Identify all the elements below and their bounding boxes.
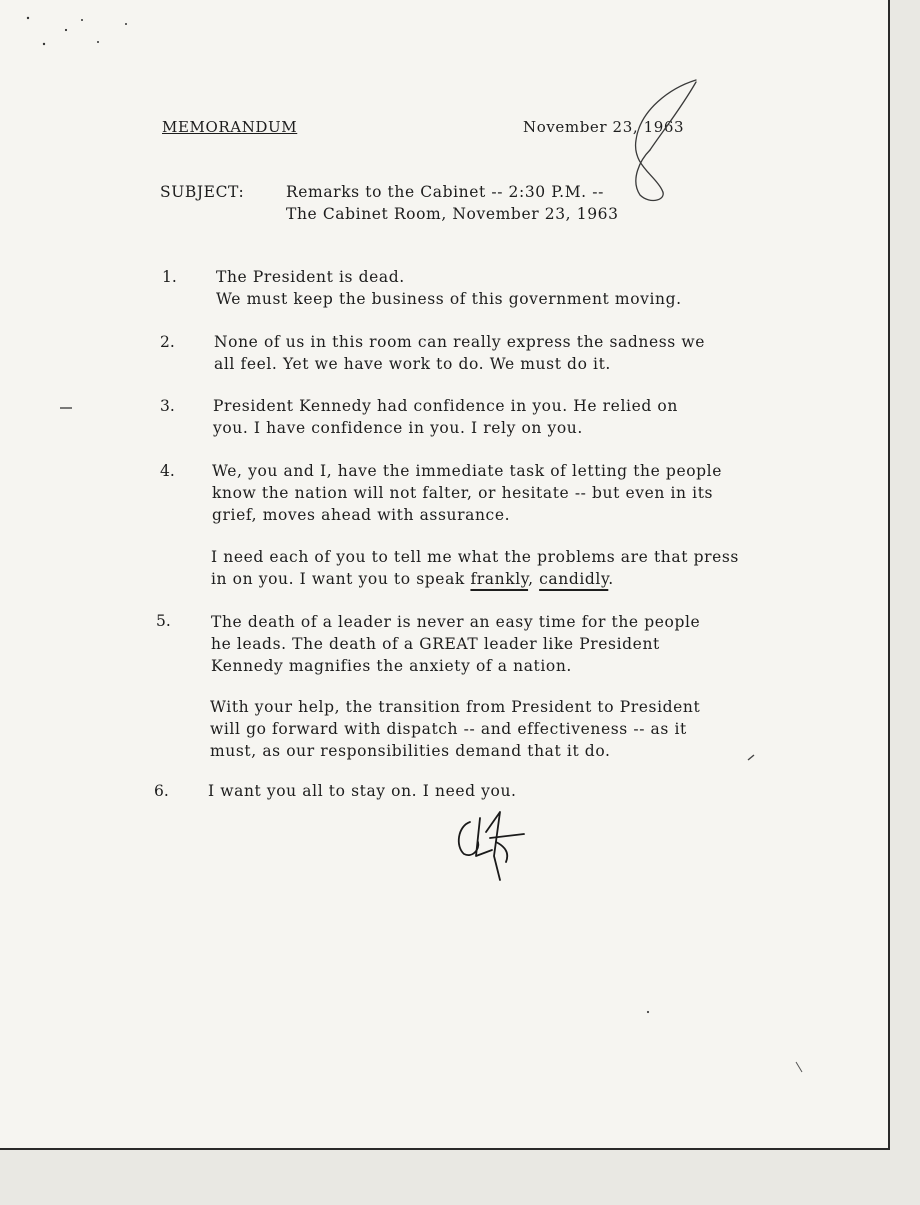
item-line: grief, moves ahead with assurance. — [212, 506, 511, 524]
handwritten-8-mark — [636, 80, 696, 200]
memo-date: November 23, 1963 — [523, 118, 685, 136]
paper-speck — [27, 17, 29, 19]
paper-speck — [81, 19, 83, 21]
item-number: 1. — [162, 268, 177, 286]
item-number: 6. — [154, 782, 169, 800]
item-line: will go forward with dispatch -- and effectiveness -- as it — [210, 720, 687, 738]
item-line: We, you and I, have the immediate task of letting the people — [212, 462, 723, 480]
paper-speck — [43, 43, 45, 45]
paper-speck — [65, 29, 67, 31]
item-line: you. I have confidence in you. I rely on you. — [213, 419, 583, 437]
item-line: Kennedy magnifies the anxiety of a nation. — [211, 657, 572, 675]
paper-speck — [125, 23, 127, 25]
item-number: 4. — [160, 462, 175, 480]
underlined-frankly: frankly — [470, 570, 529, 588]
item-number: 2. — [160, 333, 175, 351]
paper-speck — [647, 1011, 649, 1013]
subject-line-2: The Cabinet Room, November 23, 1963 — [286, 205, 619, 223]
line-text: in on you. I want you to speak — [211, 570, 471, 588]
item-line: know the nation will not falter, or hesitate -- but even in its — [212, 484, 714, 502]
item-number: 3. — [160, 397, 175, 415]
paper-mark — [748, 755, 754, 760]
underlined-candidly: candidly — [539, 570, 609, 588]
item-line: The death of a leader is never an easy time for the people — [211, 613, 701, 631]
subject-line-1: Remarks to the Cabinet -- 2:30 P.M. -- — [286, 183, 604, 201]
item-line: he leads. The death of a GREAT leader like President — [211, 635, 660, 653]
item-number: 5. — [156, 612, 171, 630]
signature-initials-mark — [459, 812, 524, 880]
item-line: I need each of you to tell me what the problems are that press — [211, 548, 739, 566]
item-line: I want you all to stay on. I need you. — [208, 782, 517, 800]
item-line: must, as our responsibilities demand that it do. — [210, 742, 611, 760]
item-line: With your help, the transition from President to President — [210, 698, 701, 716]
item-line: all feel. Yet we have work to do. We must do it. — [214, 355, 611, 373]
line-text: . — [608, 570, 614, 588]
memo-heading: MEMORANDUM — [162, 118, 298, 136]
item-line: The President is dead. — [216, 268, 405, 286]
paper-mark — [796, 1062, 802, 1072]
item-line: We must keep the business of this government moving. — [216, 290, 682, 308]
item-line: President Kennedy had confidence in you. He relied on — [213, 397, 678, 415]
line-text: , — [528, 570, 540, 588]
item-line: None of us in this room can really express the sadness we — [214, 333, 706, 351]
paper-speck — [97, 41, 99, 43]
subject-label: SUBJECT: — [160, 183, 245, 201]
